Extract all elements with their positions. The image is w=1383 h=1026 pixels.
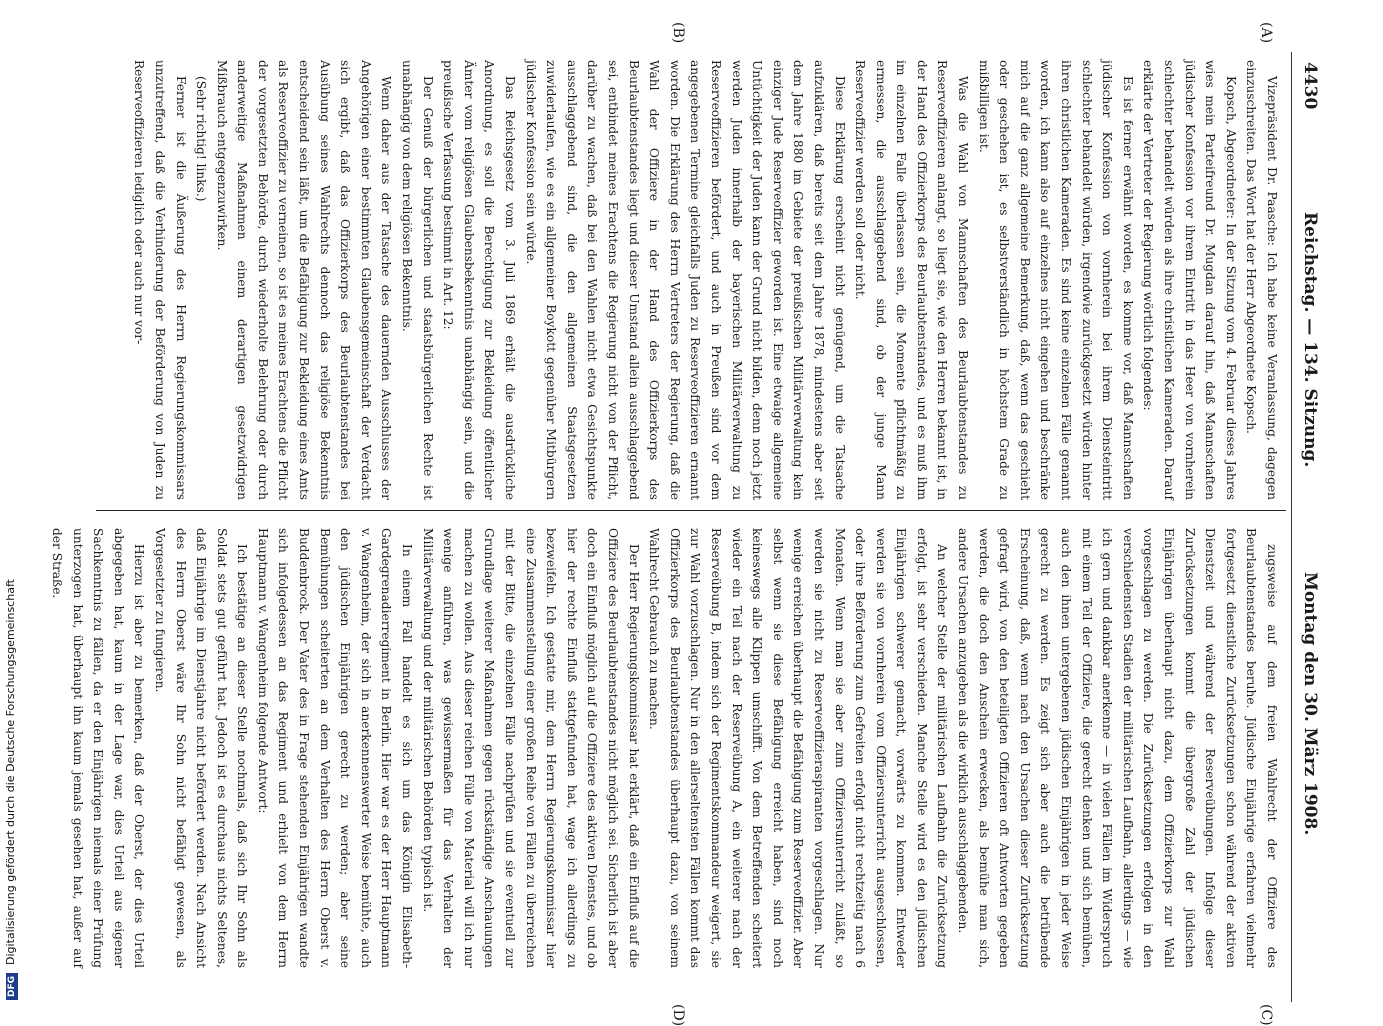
margin-marker-a: (A) (1258, 22, 1274, 44)
rotated-page (49, 22, 1326, 1026)
column-divider (96, 510, 1286, 511)
paragraph: Hierzu ist aber zu bemerken, daß der Oberst, der dies Urteil abgegeben hat, kaum in der Lage war, dies Urteil aus eigener Sachkenntnis zu fällen, da er den Einjährigen niemals einer Prüfung unterzogen hat, überhaupt ihn kaum jemals gesehen hat, außer auf der Straße. (49, 528, 147, 968)
page-number: 4430 (1300, 62, 1320, 110)
margin-marker-c: (C) (1258, 1004, 1274, 1026)
paragraph: Kopsch, Abgeordneter: In der Sitzung vom 4. Februar dieses Jahres wies mein Parteifreund Dr. Mugdan darauf hin, daß Mannschaften jüdischer Konfession vor ihrem Eintritt in das Heer von vornherein schlechter behandelt würden als ihre christlichen Kameraden. Darauf erklärte der Vertreter der Regierung wörtlich folgendes: (1141, 60, 1238, 500)
dfg-logo: DFG (6, 973, 18, 1000)
paragraph: zugsweise auf dem freien Wahlrecht der Offiziere des Beurlaubtenstandes beruhe. Jüdische Einjährige erfahren vielmehr fortgesetzt dienstliche Zurücksetzungen schon während der aktiven Dienstzeit und während der Reserveübungen. Infolge dieser Zurücksetzungen kommt die übergroße Zahl der jüdischen Einjährigen überhaupt nicht dazu, dem Offizierkorps zur Wahl vorgeschlagen zu werden. Die Zurücksetzungen erfolgen in den verschiedensten Stadien der militärischen Laufbahn, allerdings — wie ich gern und dankbar anerkenne — in vielen Fällen im Widerspruch mit einem Teil der Offiziere, die gerecht denken und sich bemühen, auch den ihnen untergebenen jüdischen Einjährigen in jeder Weise gerecht zu werden. Es zeigt sich aber auch die betrübende Erscheinung, daß, wenn nach den Ursachen dieser Zurücksetzung gefragt wird, von den beteiligten Offizieren oft Antworten gegeben werden, die doch den Anschein erwecken, als bemühe man sich, andere Ursachen anzugeben als die wirklich ausschlaggebenden. (956, 528, 1279, 968)
paragraph: (Sehr richtig! links.) (194, 76, 209, 202)
footer-note (4, 0, 24, 1000)
paragraph: Der Herr Regierungskommissar hat erklärt, daß ein Einfluß auf die Offiziere des Beurlaubtenstandes nicht möglich sei. Sicherlich ist aber doch ein Einfluß möglich auf die Offiziere des aktiven Dienstes, und ob hier der rechte Einfluß stattgefunden hat, wage ich allerdings zu bezweifeln. Ich gestatte mir, dem Herrn Regierungskommissar hier eine Zusammenstellung einer großen Reihe von Fällen zu überreichen mit der Bitte, die einzelnen Fälle nachprüfen und sie eventuell zur Grundlage weiterer Maßnahmen gegen rückständige Anschauungen machen zu wollen. Aus dieser reichen Fülle von Material will ich nur wenige anführen, was gewissermaßen für das Verhalten der Militärverwaltung und der militärischen Behörden typisch ist. (420, 528, 641, 968)
paragraph: Wenn daher aus der Tatsache des dauernden Ausschlusses der Angehörigen einer bestimmten Glaubensgemeinschaft der Verdacht sich ergibt, daß das Offizierkorps des Beurlaubtenstandes bei Ausübung seines Wahlrechts dennoch das religiöse Bekenntnis entscheidend sein läßt, um die Befähigung zur Bekleidung eines Amts als Reserveoffizier zu verneinen, so ist es meines Erachtens die Pflicht der vorgesetzten Behörde, durch wiederholte Belehrung oder durch anderweitige Maßnahmen einem derartigen gesetzwidrigen Mißbrauch entgegenzuwirken. (214, 60, 394, 500)
funding-note: Digitalisierung gefördert durch die Deutsche Forschungsgemeinschaft (4, 579, 17, 965)
paragraph: Vizepräsident Dr. Paasche: Ich habe keine Veranlassung, dagegen einzuschreiten. Das Wort hat der Herr Abgeordnete Kopsch. (1244, 60, 1279, 500)
paragraph: In einem Fall handelt es sich um das Königin Elisabeth-Gardegrenadierregiment in Berlin. Hier war es der Herr Hauptmann v. Wangenheim, der sich in anerkennenswerter Weise bemühte, auch den jüdischen Einjährigen gerecht zu werden; aber seine Bemühungen scheiterten an dem Verhalten des Herrn Oberst v. Buddenbrock. Der Vater des in Frage stehenden Einjährigen wandte sich infolgedessen an das Regiment und erhielt von dem Herrn Hauptmann v. Wangenheim folgende Antwort: (255, 528, 415, 968)
margin-marker-b: (B) (670, 22, 686, 44)
right-text-column (49, 528, 1282, 968)
page-header (1292, 52, 1326, 1002)
paragraph: Das Reichsgesetz vom 3. Juli 1869 erhält die ausdrückliche Anordnung, es soll die Berechtigung zur Bekleidung öffentlicher Ämter vom religiösen Glaubensbekenntnis unabhängig sein, und die preußische Verfassung bestimmt in Art. 12: (441, 60, 518, 500)
paragraph: Ich bestätige an dieser Stelle nochmals, daß sich Ihr Sohn als Soldat stets gut geführt hat. Jedoch ist es durchaus nichts Seltenes, daß Einjährige im Dienstjahre nicht befördert werden. Nach Ansicht des Herrn Oberst wäre Ihr Sohn nicht befähigt gewesen, als Vorgesetzter zu fungieren. (152, 528, 250, 968)
header-rule (1291, 52, 1292, 1002)
paragraph: Was die Wahl von Mannschaften des Beurlaubtenstandes zu Reserveoffizieren anlangt, so liegt sie, wie den Herren bekannt ist, in der Hand des Offizierkorps des Beurlaubtenstandes, und es muß ihm im einzelnen Falle überlassen sein, die Momente pflichtmäßig zu ermessen, die ausschlaggebend sind, ob der junge Mann Reserveoffizier werden soll oder nicht. (853, 60, 971, 500)
session-title: Reichstag. — 134. Sitzung. (1300, 212, 1320, 468)
paragraph: Diese Erklärung erscheint nicht genügend, um die Tatsache aufzuklären, daß bereits seit dem Jahre 1878, mindestens aber seit dem Jahre 1880 im Gebiete der preußischen Militärverwaltung kein einziger Jude Reserveoffizier geworden ist. Eine etwaige allgemeine Untüchtigkeit der Juden kann der Grund nicht bilden, denn noch jetzt werden Juden innerhalb der bayerischen Militärverwaltung zu Reserveoffizieren befördert, und auch in Preußen sind vor dem angegebenen Termine gleichfalls Juden zu Reserveoffizieren ernannt worden. Die Erklärung des Herrn Vertreters der Regierung, daß die Wahl der Offiziere in der Hand des Offizierkorps des Beurlaubtenstandes liegt und dieser Umstand allein ausschlaggebend sei, entbindet meines Erachtens die Regierung nicht von der Pflicht, darüber zu wachen, daß bei den Wahlen nicht etwa Gesichtspunkte ausschlaggebend sind, die den allgemeinen Staatsgesetzen zuwiderlaufen, wie es ein allgemeiner Boykott gegenüber Mitbürgern jüdischer Konfession sein würde. (523, 60, 847, 500)
paragraph: Es ist ferner erwähnt worden, es komme vor, daß Mannschaften jüdischer Konfession von vornherein bei ihrem Diensteintritt schlechter behandelt würden, irgendwie zurückgesetzt würden hinter ihren christlichen Kameraden. Es sind keine einzelnen Fälle genannt worden, ich kann also auf einzelnes nicht eingehen und beschränke mich auf die ganz allgemeine Bemerkung, daß, wenn das geschieht oder geschehen ist, es selbstverständlich in höchstem Grade zu mißbilligen ist. (976, 60, 1135, 500)
margin-marker-d: (D) (670, 1004, 686, 1026)
paragraph: An welcher Stelle der militärischen Laufbahn die Zurücksetzung erfolgt, ist sehr verschieden. Manche Stelle wird es den jüdischen Einjährigen schwerer gemacht, vorwärts zu kommen. Entweder werden sie von vornherein vom Offiziersunterricht ausgeschlossen, oder ihre Beförderung zum Gefreiten erfolgt nicht rechtzeitig nach 6 Monaten. Wenn man sie aber zum Offiziersunterricht zuläßt, so werden sie nicht zu Reserveoffizieraspiranten vorgeschlagen. Nur wenige erreichen überhaupt die Befähigung zum Reserveoffizier. Aber selbst wenn sie diese Befähigung erreicht haben, sind noch keineswegs alle Klippen umschifft. Von dem Betreffenden scheitert wieder ein Teil nach der Reserveübung A, ein weiterer nach der Reserveübung B, indem sich der Regimentskommandeur weigert, sie zur Wahl vorzuschlagen. Nur in den allerseltensten Fällen kommt das Offizierkorps des Beurlaubtenstandes überhaupt dazu, von seinem Wahlrecht Gebrauch zu machen. (647, 528, 950, 968)
session-date: Montag den 30. März 1908. (1300, 572, 1320, 836)
paragraph: Ferner ist die Äußerung des Herrn Regierungskommissars unzutreffend, daß die Verhinderung der Beförderung von Juden zu Reserveoffizieren lediglich oder auch nur vor- (132, 60, 188, 500)
left-text-column (97, 60, 1282, 500)
paragraph: Der Genuß der bürgerlichen und staatsbürgerlichen Rechte ist unabhängig von dem religiösen Bekenntnis. (400, 60, 435, 500)
